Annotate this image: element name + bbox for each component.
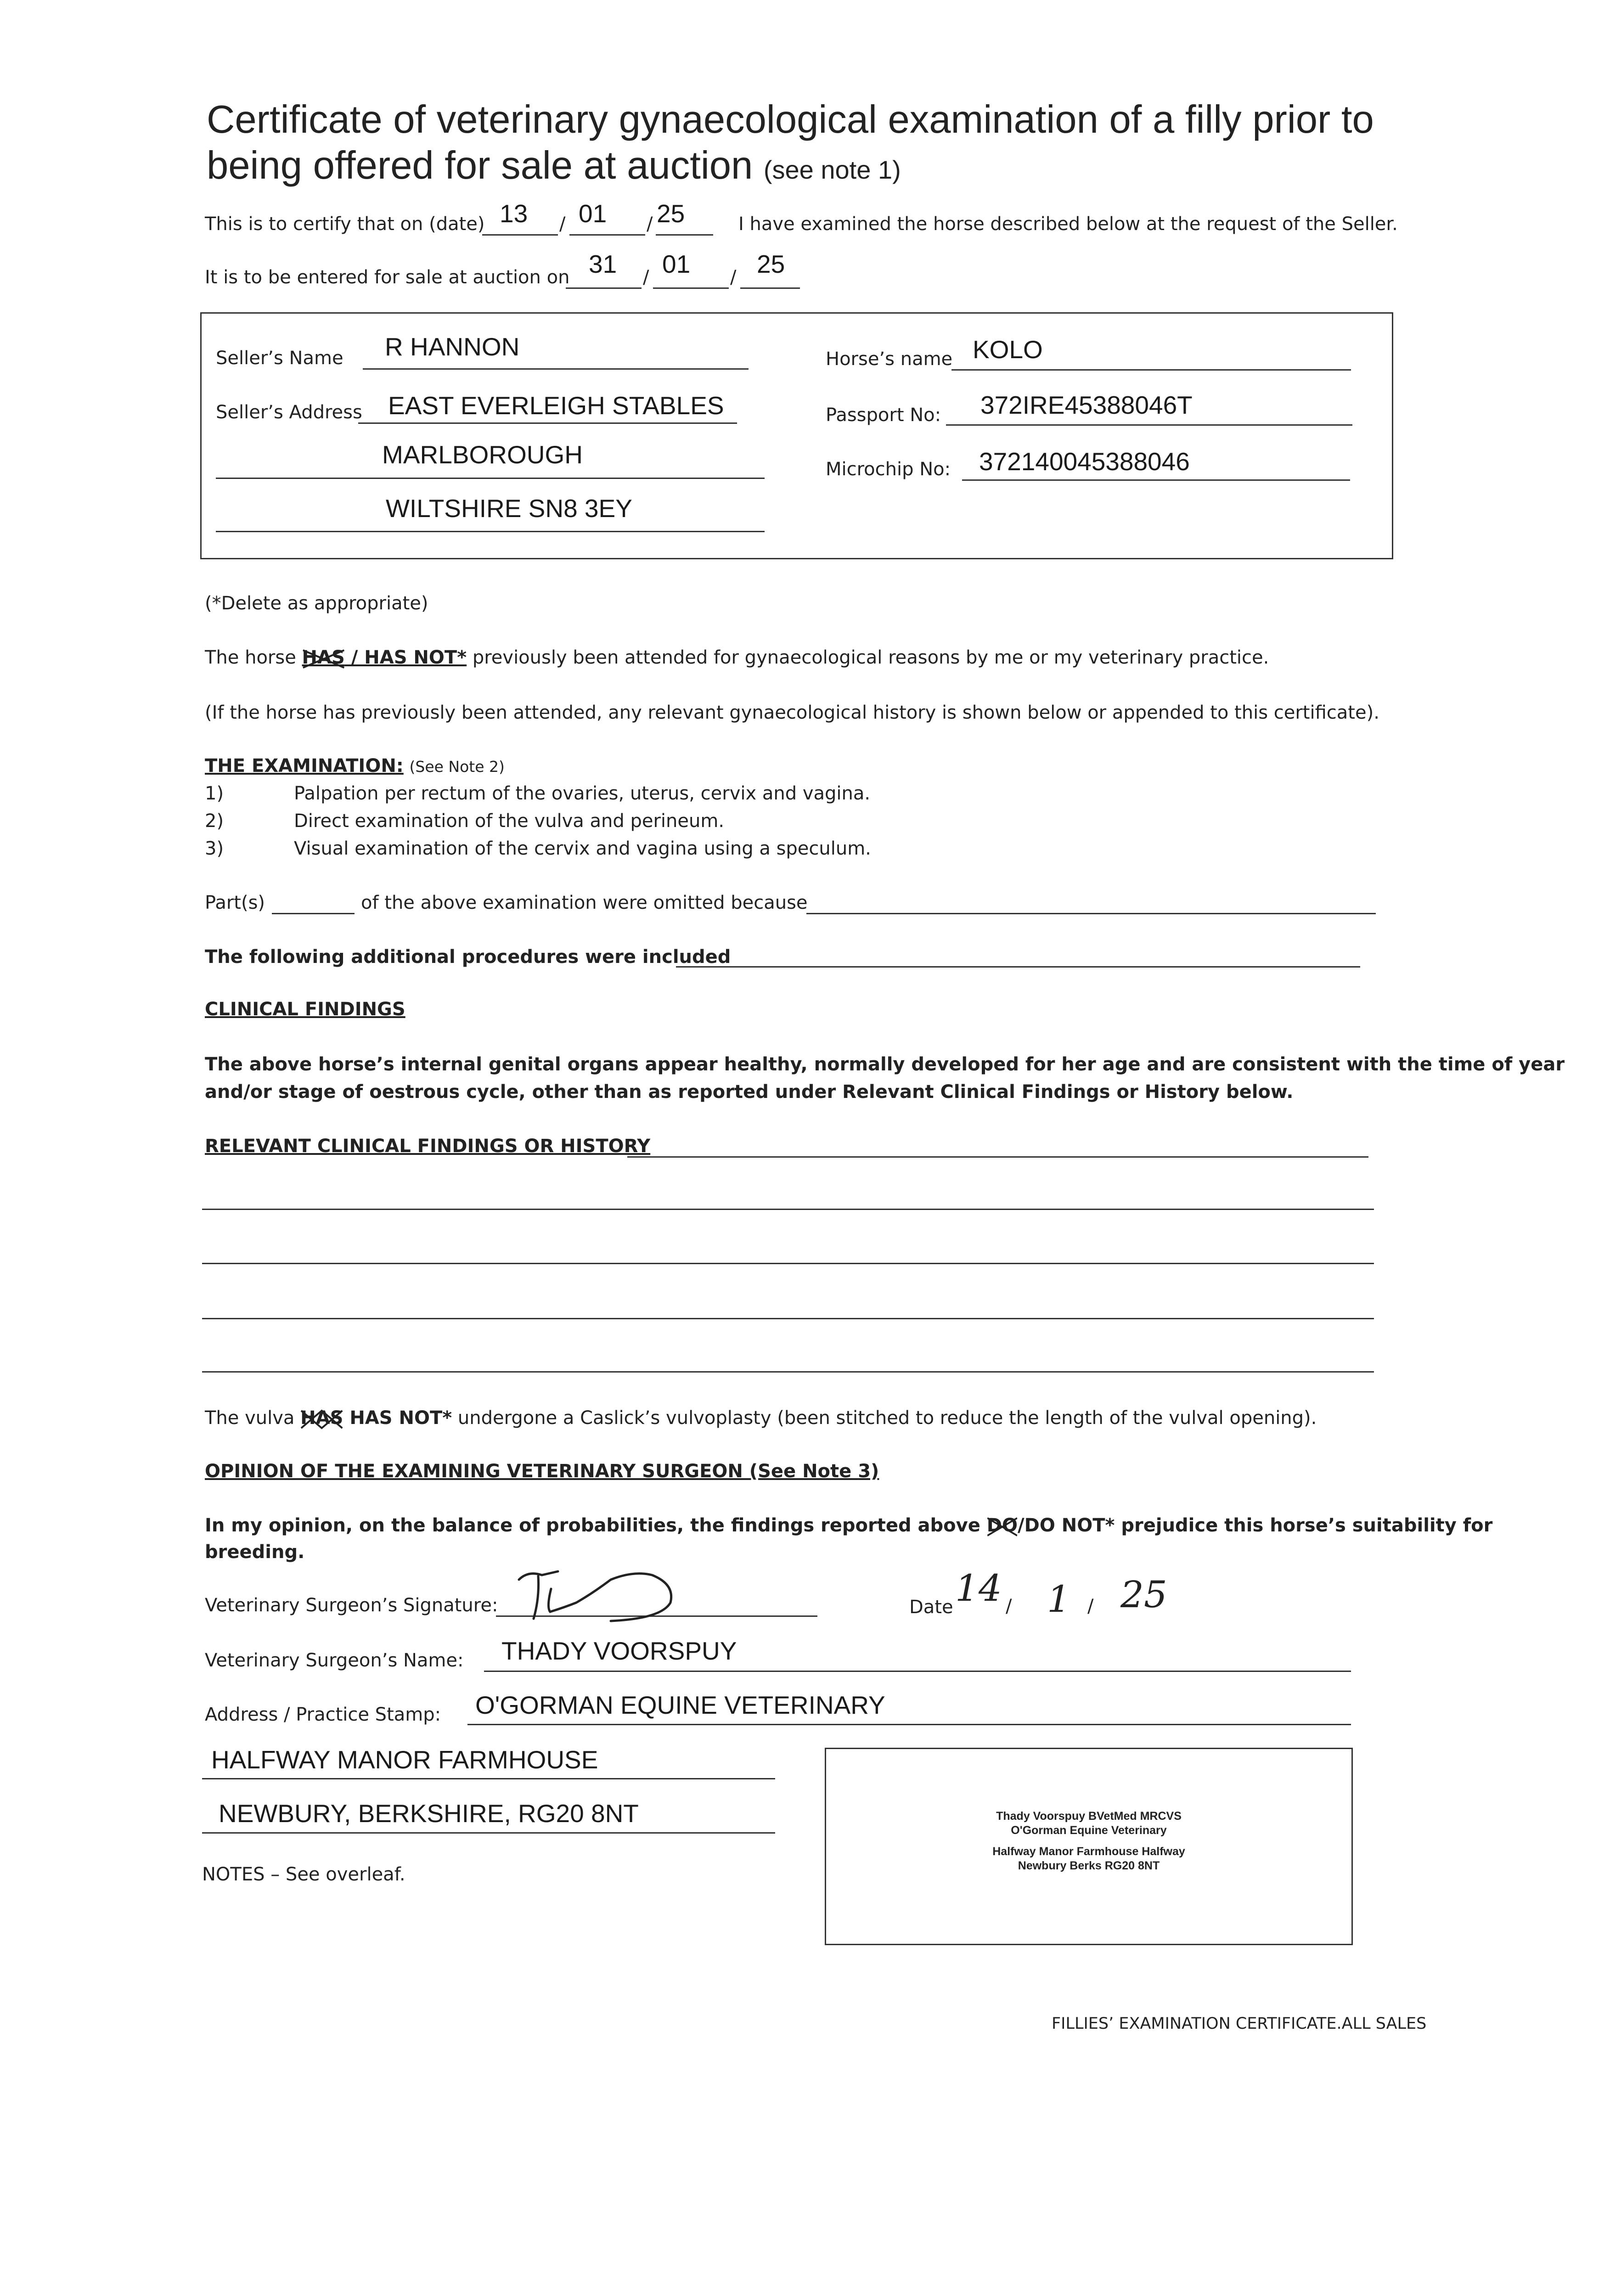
- notes-text: NOTES – See overleaf.: [202, 1864, 405, 1885]
- examination-heading-row: [205, 757, 505, 775]
- vulva-has-struck: HAS: [300, 1409, 343, 1427]
- certify-suffix: I have examined the horse described below at the request of the Seller.: [738, 214, 1398, 235]
- stamp-line-2: O'Gorman Equine Veterinary: [1011, 1824, 1167, 1837]
- parts-mid: of the above examination were omitted because: [361, 892, 808, 913]
- practice-address-line-1: O'GORMAN EQUINE VETERINARY: [475, 1691, 885, 1719]
- signature-label: Veterinary Surgeon’s Signature:: [205, 1595, 498, 1616]
- exam-item-2-text: Direct examination of the vulva and perineum.: [294, 810, 725, 832]
- strike-mark-icon: [300, 1407, 343, 1431]
- examination-heading: THE EXAMINATION:: [205, 755, 404, 777]
- exam-item-1-text: Palpation per rectum of the ovaries, uterus, cervix and vagina.: [294, 783, 871, 804]
- passport-label: Passport No:: [826, 405, 941, 426]
- strike-mark-icon: [987, 1514, 1018, 1538]
- signature-mark: [514, 1561, 698, 1630]
- vulva-statement: [205, 1409, 1317, 1427]
- surgeon-name-label: Veterinary Surgeon’s Name:: [205, 1650, 464, 1671]
- auction-sep-1: /: [643, 267, 649, 288]
- vulva-prefix: The vulva: [205, 1407, 295, 1429]
- practice-stamp-text: [825, 1809, 1353, 1873]
- vulva-has-not: HAS NOT*: [343, 1407, 452, 1429]
- certify-year: 25: [657, 199, 685, 228]
- exam-item-3-text: Visual examination of the cervix and vagina using a speculum.: [294, 838, 871, 859]
- horse-name-value: KOLO: [973, 335, 1043, 364]
- opinion-heading: OPINION OF THE EXAMINING VETERINARY SURGEON (See Note 3): [205, 1461, 879, 1482]
- stamp-line-4: Newbury Berks RG20 8NT: [1018, 1859, 1160, 1872]
- stamp-line-1: Thady Voorspuy BVetMed MRCVS: [996, 1810, 1182, 1823]
- seller-name-value: R HANNON: [385, 332, 520, 361]
- clinical-statement-line-1: The above horse’s internal genital organs appear healthy, normally developed for her age and are consistent with the time of year: [205, 1054, 1565, 1075]
- auction-month: 01: [662, 250, 691, 278]
- attended-suffix: previously been attended for gynaecological reasons by me or my veterinary practice.: [467, 647, 1269, 668]
- seller-address-line-2: MARLBOROUGH: [382, 440, 583, 469]
- certify-sep-1: /: [559, 214, 566, 235]
- history-note: (If the horse has previously been attended, any relevant gynaecological history is shown below or appended to this certificate).: [205, 702, 1379, 723]
- opinion-do-struck: DO: [987, 1516, 1018, 1535]
- vulva-suffix: undergone a Caslick’s vulvoplasty (been stitched to reduce the length of the vulval opening).: [452, 1407, 1317, 1429]
- practice-address-line-3: NEWBURY, BERKSHIRE, RG20 8NT: [219, 1799, 639, 1828]
- stamp-line-3: Halfway Manor Farmhouse Halfway: [992, 1845, 1185, 1858]
- auction-prefix: It is to be entered for sale at auction on: [205, 267, 570, 288]
- attended-has-struck: HAS: [302, 648, 345, 667]
- microchip-value: 372140045388046: [979, 447, 1190, 476]
- examination-heading-note: (See Note 2): [409, 758, 505, 776]
- title-line-2: [207, 146, 901, 185]
- sign-date-sep-1: /: [1006, 1596, 1012, 1617]
- sign-date-sep-2: /: [1087, 1596, 1094, 1617]
- additional-procedures-label: The following additional procedures were included: [205, 946, 731, 968]
- date-label: Date: [909, 1597, 953, 1618]
- sign-date-month: 1: [1047, 1578, 1070, 1621]
- seller-address-line-1: EAST EVERLEIGH STABLES: [388, 391, 724, 420]
- passport-value: 372IRE45388046T: [980, 391, 1193, 419]
- opinion-statement: [205, 1516, 1492, 1535]
- sign-date-day: 14: [955, 1567, 1002, 1609]
- clinical-findings-heading: CLINICAL FINDINGS: [205, 999, 405, 1020]
- exam-item-1-num: 1): [205, 783, 224, 804]
- delete-note: (*Delete as appropriate): [205, 593, 428, 614]
- clinical-statement-line-2: and/or stage of oestrous cycle, other than as reported under Relevant Clinical Findings or History below.: [205, 1081, 1294, 1103]
- seller-horse-box: [200, 312, 1393, 559]
- exam-item-3-num: 3): [205, 838, 224, 859]
- attended-prefix: The horse: [205, 647, 296, 668]
- attended-statement: [205, 648, 1269, 667]
- strike-mark-icon: [302, 647, 345, 670]
- footer-text: FILLIES’ EXAMINATION CERTIFICATE.ALL SALES: [1052, 2015, 1427, 2033]
- certify-sep-2: /: [647, 214, 653, 235]
- title-line-1: Certificate of veterinary gynaecological examination of a filly prior to: [207, 98, 1374, 141]
- parts-prefix: Part(s): [205, 892, 265, 913]
- practice-address-label: Address / Practice Stamp:: [205, 1704, 441, 1725]
- surgeon-name-value: THADY VOORSPUY: [501, 1637, 737, 1665]
- auction-year: 25: [757, 250, 785, 278]
- seller-name-label: Seller’s Name: [216, 348, 343, 369]
- auction-sep-2: /: [730, 267, 737, 288]
- opinion-line-2: breeding.: [205, 1542, 305, 1563]
- microchip-label: Microchip No:: [826, 459, 951, 480]
- relevant-findings-heading: RELEVANT CLINICAL FINDINGS OR HISTORY: [205, 1136, 651, 1157]
- certify-day: 13: [500, 199, 528, 228]
- opinion-suffix: /DO NOT* prejudice this horse’s suitability for: [1018, 1515, 1493, 1536]
- practice-address-line-2: HALFWAY MANOR FARMHOUSE: [211, 1745, 598, 1774]
- attended-has-not: / HAS NOT*: [344, 647, 467, 668]
- sign-date-year: 25: [1120, 1573, 1167, 1616]
- title-main: being offered for sale at auction: [207, 144, 753, 187]
- horse-name-label: Horse’s name: [826, 349, 953, 370]
- title-note: (see note 1): [763, 155, 901, 184]
- auction-day: 31: [589, 250, 617, 278]
- certify-month: 01: [579, 199, 607, 228]
- seller-address-line-3: WILTSHIRE SN8 3EY: [386, 494, 632, 523]
- exam-item-2-num: 2): [205, 810, 224, 832]
- opinion-prefix: In my opinion, on the balance of probabilities, the findings reported above: [205, 1515, 987, 1536]
- seller-address-label: Seller’s Address: [216, 402, 362, 423]
- certify-prefix: This is to certify that on (date): [205, 214, 485, 235]
